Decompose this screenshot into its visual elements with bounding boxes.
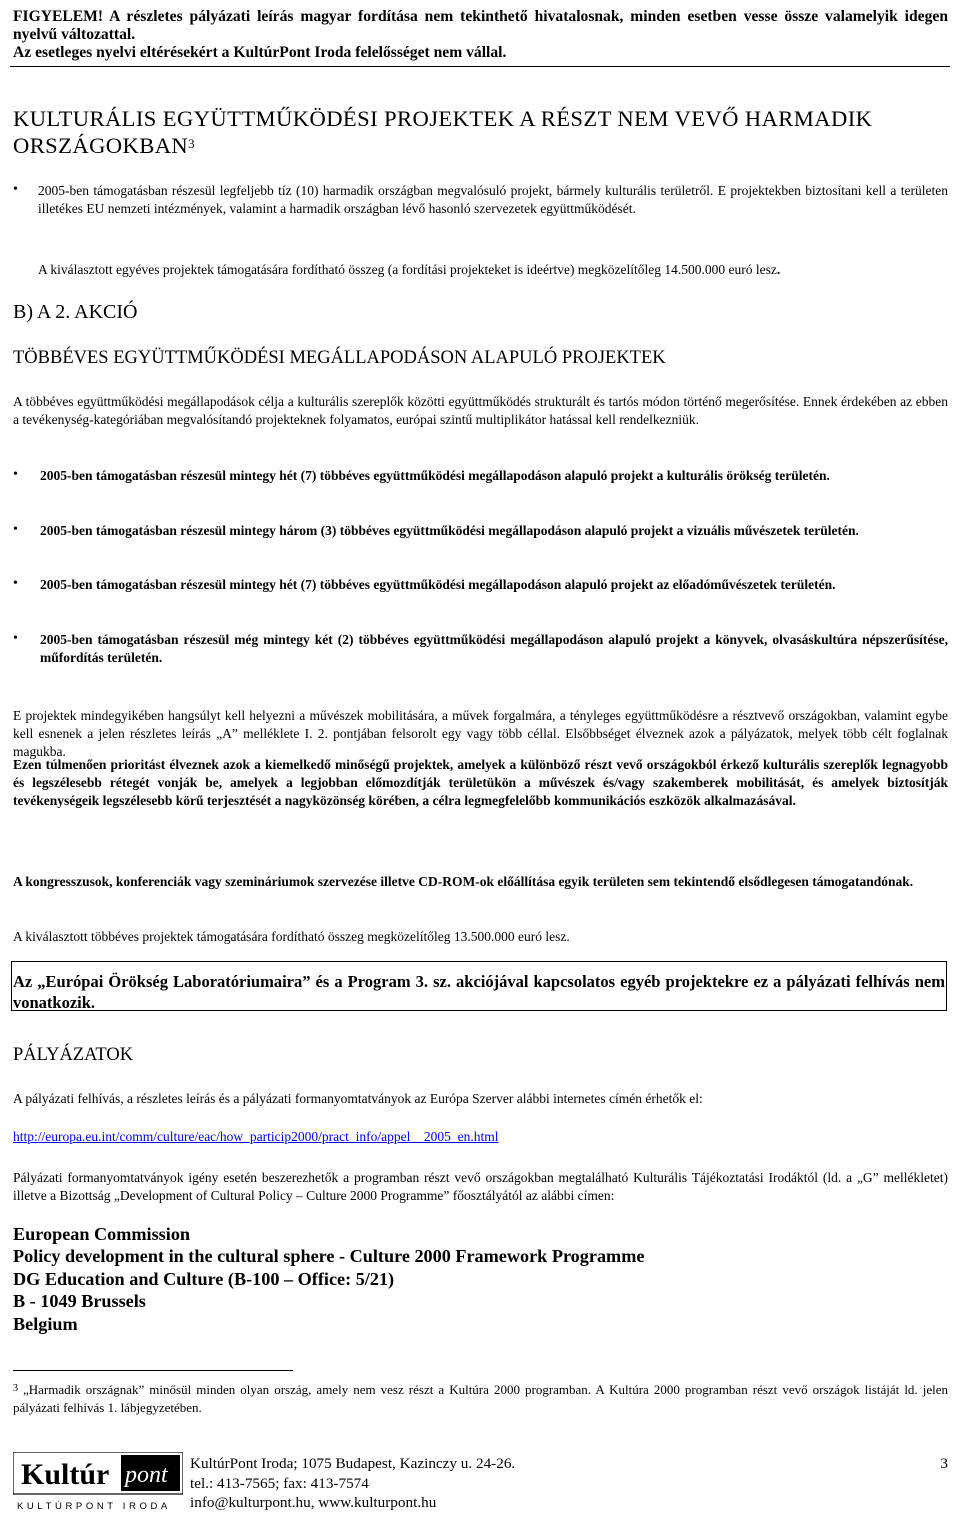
funding-a-end: . <box>776 262 781 277</box>
address-line: Belgium <box>13 1313 78 1334</box>
funding-paragraph-b: A kiválasztott többéves projektek támogatására fordítható összeg megközelítőleg 13.500.000 euró lesz. <box>13 929 570 944</box>
footnote-ref: 3 <box>188 136 196 151</box>
logo-word-2: pont <box>125 1462 168 1488</box>
footer-phone: tel.: 413-7565; fax: 413-7574 <box>190 1474 369 1492</box>
page-number: 3 <box>940 1455 948 1472</box>
address-line: B - 1049 Brussels <box>13 1291 146 1312</box>
bullet-marker: • <box>13 576 18 591</box>
action-heading: B) A 2. AKCIÓ <box>13 301 138 323</box>
section-title-text: KULTURÁLIS EGYÜTTMŰKÖDÉSI PROJEKTEK A RÉSZT NEM VEVŐ HARMADIK ORSZÁGOKBAN <box>13 106 873 158</box>
applications-link[interactable]: http://europa.eu.int/comm/culture/eac/how_particip2000/pract_info/appel__2005_en.html <box>13 1129 499 1144</box>
footer-address: KultúrPont Iroda; 1075 Budapest, Kazinczy u. 24-26. <box>190 1455 516 1472</box>
funding-paragraph-a <box>38 261 948 279</box>
bullet-third-countries: 2005-ben támogatásban részesül legfeljebb tíz (10) harmadik országban megvalósuló projekt, bármely kulturális területről. E projektekben biztosítani kell a területen illetékes EU nemzeti intézmények, valamint a harmadik országban lévő hasonló szervezetek együttműködését. <box>38 183 948 216</box>
kulturpont-logo <box>13 1452 183 1514</box>
logo-graphic <box>13 1452 183 1514</box>
footnote-divider <box>13 1370 293 1371</box>
congress-paragraph: A kongresszusok, konferenciák vagy szemináriumok szervezése illetve CD-ROM-ok előállítása egyik területen sem tekintendő elsődlegesen támogatandónak. <box>13 874 914 889</box>
intro-paragraph: A többéves együttműködési megállapodások célja a kulturális szereplők közötti együttműködés strukturált és tartós módon történő megerősítése. Ennek érdekében az ebben a tevékenység-kategóriában megvalósítandó projekteknek folyamatos, európai szintű multiplikátor hatással kell rendelkezniük. <box>13 394 948 427</box>
section-title <box>13 105 948 159</box>
address-line: Policy development in the cultural sphere - Culture 2000 Framework Programme <box>13 1246 645 1267</box>
bullet-marker: • <box>13 522 18 537</box>
footer-web: info@kulturpont.hu, www.kulturpont.hu <box>190 1494 437 1511</box>
logo-word-1: Kultúr <box>21 1458 110 1491</box>
applications-heading: PÁLYÁZATOK <box>13 1045 134 1065</box>
address-block <box>13 1223 948 1335</box>
translation-notice <box>13 8 948 62</box>
footnote-text: „Harmadik országnak” minősül minden olyan ország, amely nem vesz részt a Kultúra 2000 programban. A Kultúra 2000 programban részt vevő országok listáját ld. jelen pályázati felhívás 1. lábjegyzetében. <box>13 1382 948 1415</box>
bullet-visual-arts: 2005-ben támogatásban részesül mintegy három (3) többéves együttműködési megállapodáson alapuló projekt a vizuális művészetek területén. <box>40 523 859 538</box>
notice-line-1: FIGYELEM! A részletes pályázati leírás magyar fordítása nem tekinthető hivatalosnak, minden esetben vesse össze valamelyik idegen nyelvű változattal. <box>13 8 948 43</box>
notice-divider <box>10 66 950 67</box>
action-subheading: TÖBBÉVES EGYÜTTMŰKÖDÉSI MEGÁLLAPODÁSON ALAPULÓ PROJEKTEK <box>13 348 666 368</box>
logo-tagline: KULTÚRPONT IRODA <box>17 1501 171 1512</box>
bullet-heritage: 2005-ben támogatásban részesül mintegy hét (7) többéves együttműködési megállapodáson alapuló projekt a kulturális örökség területén. <box>40 468 830 483</box>
priority-paragraph: Ezen túlmenően prioritást élveznek azok a kiemelkedő minőségű projektek, amelyek a különböző részt vevő országokból érkező kulturális szereplők legnagyobb és legszélesebb rétegét vonják be, amelyek a legjobban előmozdítják területükön a művészek és/vagy szakemberek mobilitását, és amelyek biztosítják tevékenységeik legszélesebb körű terjesztését a nagyközönség körében, a célra legmegfelelőbb kommunikációs eszközök alkalmazásával. <box>13 757 948 808</box>
bullet-performing-arts: 2005-ben támogatásban részesül mintegy hét (7) többéves együttműködési megállapodáson alapuló projekt az előadóművészetek területén. <box>40 577 836 592</box>
footnote-marker: 3 <box>13 1383 18 1394</box>
emphasis-paragraph: E projektek mindegyikében hangsúlyt kell helyezni a művészek mobilitására, a művek forgalmára, a tényleges együttműködésre a résztvevő országokban, valamint egybe kell esnenek a jelen részletes leírás „A” melléklete I. 2. pontjában felsorolt egy vagy több céllal. Elsőbbséget élveznek azok a pályázatok, melyek több célt foglalnak magukba. <box>13 708 948 759</box>
footer-contact <box>190 1454 515 1513</box>
bullet-marker: • <box>13 467 18 482</box>
notice-line-2: Az esetleges nyelvi eltérésekért a KultúrPont Iroda felelősséget nem vállal. <box>13 44 507 61</box>
applications-paragraph: A pályázati felhívás, a részletes leírás és a pályázati formanyomtatványok az Európa Szerver alábbi internetes címén érhetők el: <box>13 1091 703 1106</box>
funding-a-text: A kiválasztott egyéves projektek támogatására fordítható összeg (a fordítási projekteket is ideértve) megközelítőleg 14.500.000 euró lesz <box>38 262 777 277</box>
bullet-books: 2005-ben támogatásban részesül még mintegy két (2) többéves együttműködési megállapodáson alapuló projekt a könyvek, olvasáskultúra népszerűsítése, műfordítás területén. <box>40 632 948 665</box>
boxed-note: Az „Európai Örökség Laboratóriumaira” és a Program 3. sz. akciójával kapcsolatos egyéb projektekre ez a pályázati felhívás nem vonatkozik. <box>13 972 945 1012</box>
address-line: DG Education and Culture (B-100 – Office: 5/21) <box>13 1268 395 1289</box>
address-line: European Commission <box>13 1224 191 1244</box>
bullet-marker: • <box>13 182 18 197</box>
bullet-marker: • <box>13 631 18 646</box>
forms-paragraph: Pályázati formanyomtatványok igény esetén beszerezhetők a programban részt vevő országokban megtalálható Kulturális Tájékoztatási Irodáktól (ld. a „G” mellékletet) illetve a Bizottság „Development of Cultural Policy – Culture 2000 Programme” főosztályától az alábbi címen: <box>13 1170 948 1203</box>
